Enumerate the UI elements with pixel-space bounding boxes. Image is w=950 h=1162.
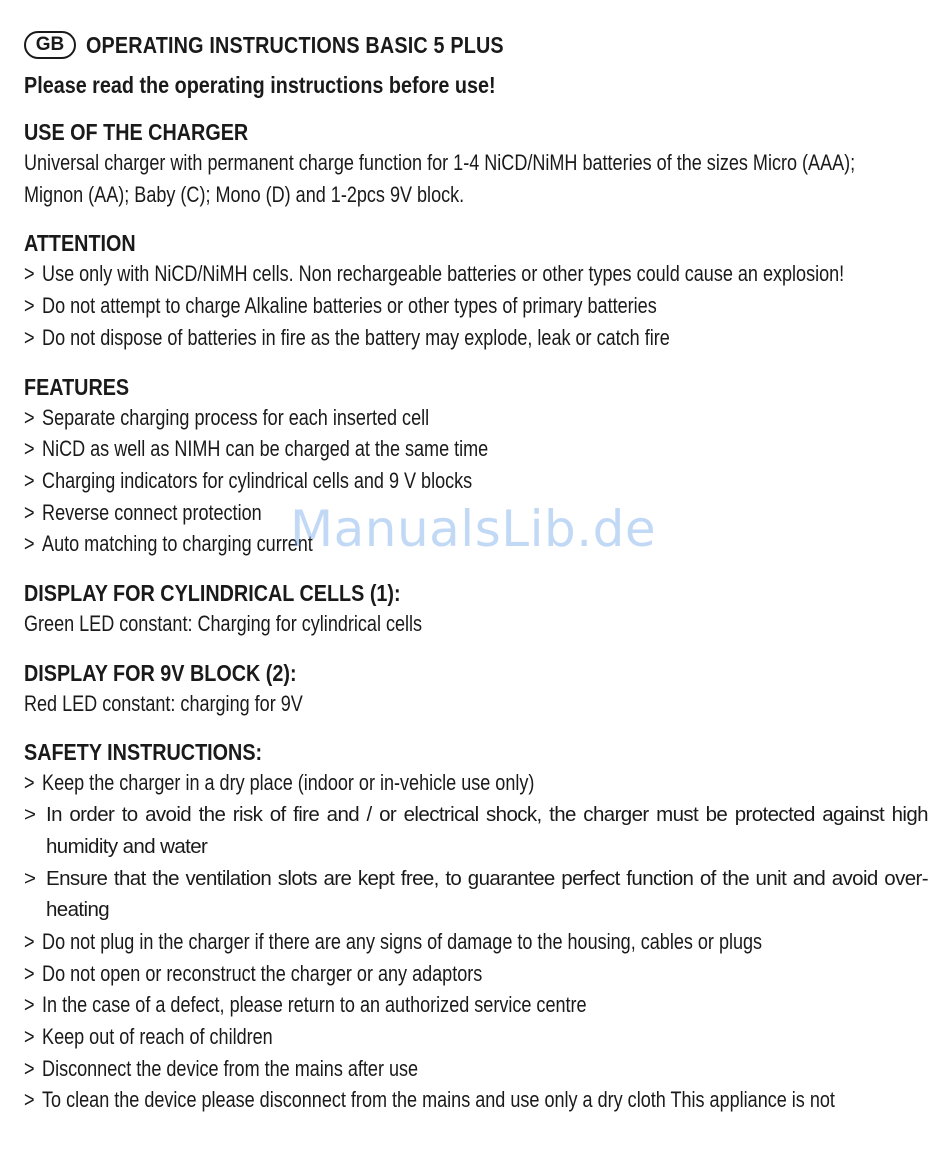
- display-cylindrical-line: Green LED constant: Charging for cylindrical cells: [24, 611, 423, 637]
- bullet-marker: >: [24, 467, 35, 493]
- bullet-marker: >: [24, 436, 35, 462]
- safety-item: > Ensure that the ventilation slots are kept free, to guarantee perfect function of the unit and avoid over-heating: [24, 863, 928, 926]
- bullet-marker: >: [24, 866, 36, 890]
- section-heading-attention: ATTENTION: [24, 230, 136, 257]
- safety-item: > To clean the device please disconnect from the mains and use only a dry cloth This appliance is not: [24, 1084, 765, 1116]
- safety-item: > In order to avoid the risk of fire and / or electrical shock, the charger must be protected against high humidity and water: [24, 799, 928, 862]
- bullet-marker: >: [24, 499, 35, 525]
- bullet-marker: >: [24, 803, 36, 827]
- safety-item: > Keep out of reach of children: [24, 1021, 765, 1053]
- safety-wrap-block: [24, 799, 928, 926]
- use-line-2: Mignon (AA); Baby (C); Mono (D) and 1-2pcs 9V block.: [24, 181, 465, 207]
- feature-item: > Auto matching to charging current: [24, 528, 765, 560]
- page-title: OPERATING INSTRUCTIONS BASIC 5 PLUS: [86, 31, 504, 58]
- safety-item: > Do not open or reconstruct the charger or any adaptors: [24, 958, 765, 990]
- safety-item: > Do not plug in the charger if there are any signs of damage to the housing, cables or plugs: [24, 926, 765, 958]
- attention-item: > Use only with NiCD/NiMH cells. Non rechargeable batteries or other types could cause an explosion!: [24, 258, 765, 290]
- bullet-marker: >: [24, 293, 35, 319]
- attention-item: > Do not attempt to charge Alkaline batteries or other types of primary batteries: [24, 290, 765, 322]
- feature-item: > Reverse connect protection: [24, 497, 765, 529]
- bullet-marker: >: [24, 928, 35, 954]
- feature-item: > Separate charging process for each inserted cell: [24, 402, 765, 434]
- bullet-marker: >: [24, 404, 35, 430]
- attention-item: > Do not dispose of batteries in fire as the battery may explode, leak or catch fire: [24, 322, 765, 354]
- watermark: ManualsLib.de: [290, 500, 657, 558]
- bullet-marker: >: [24, 1024, 35, 1050]
- bullet-marker: >: [24, 324, 35, 350]
- section-heading-safety: SAFETY INSTRUCTIONS:: [24, 739, 263, 766]
- bullet-marker: >: [24, 992, 35, 1018]
- bullet-marker: >: [24, 531, 35, 557]
- safety-item: > Disconnect the device from the mains after use: [24, 1053, 765, 1085]
- safety-item: > Keep the charger in a dry place (indoor or in-vehicle use only): [24, 767, 765, 799]
- use-line-1: Universal charger with permanent charge function for 1-4 NiCD/NiMH batteries of the sizes Micro (AAA);: [24, 150, 856, 175]
- title-row: [24, 28, 928, 62]
- safety-item: > In the case of a defect, please return to an authorized service centre: [24, 989, 765, 1021]
- bullet-marker: >: [24, 1087, 35, 1113]
- bullet-marker: >: [24, 1055, 35, 1081]
- section-heading-features: FEATURES: [24, 373, 130, 400]
- feature-item: > Charging indicators for cylindrical cells and 9 V blocks: [24, 465, 765, 497]
- display-9v-line: Red LED constant: charging for 9V: [24, 690, 303, 716]
- section-heading-display-9v: DISPLAY FOR 9V BLOCK (2):: [24, 659, 297, 686]
- section-heading-use: USE OF THE CHARGER: [24, 119, 249, 145]
- language-badge: GB: [24, 31, 76, 59]
- bullet-marker: >: [24, 960, 35, 986]
- section-heading-display-cylindrical: DISPLAY FOR CYLINDRICAL CELLS (1):: [24, 580, 401, 607]
- feature-item: > NiCD as well as NIMH can be charged at the same time: [24, 433, 765, 465]
- subtitle: Please read the operating instructions before use!: [24, 72, 496, 98]
- bullet-marker: >: [24, 261, 35, 287]
- bullet-marker: >: [24, 770, 35, 796]
- document-page: [24, 28, 928, 1116]
